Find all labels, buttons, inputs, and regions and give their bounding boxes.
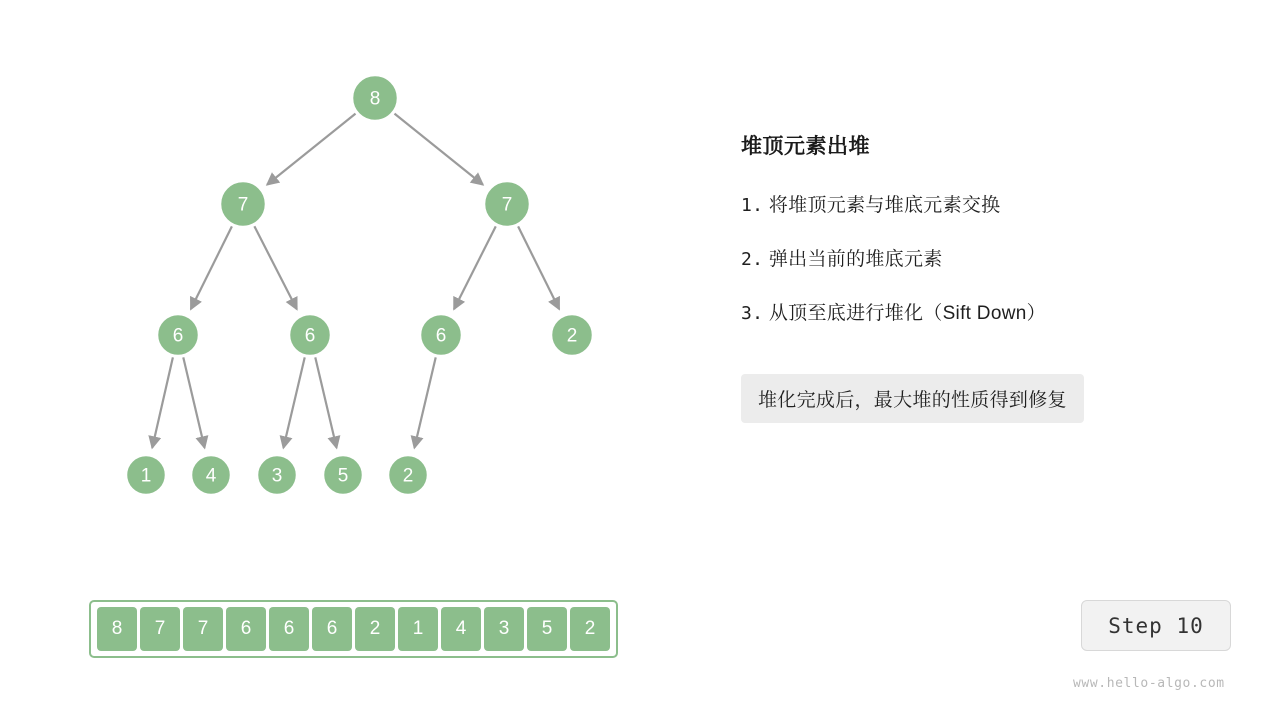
tree-edges: [152, 114, 559, 448]
array-cell: 8: [97, 607, 137, 651]
tree-node: [551, 314, 593, 356]
array-cell: 6: [226, 607, 266, 651]
step-item-1: [741, 190, 1241, 217]
tree-nodes: [126, 75, 593, 495]
tree-edge: [152, 357, 173, 447]
tree-edge: [254, 226, 296, 309]
tree-node: [323, 455, 363, 495]
array-cell: 7: [183, 607, 223, 651]
tree-node: [420, 314, 462, 356]
array-cell: 5: [527, 607, 567, 651]
step-index-1: 1.: [741, 195, 764, 216]
tree-node: [191, 455, 231, 495]
step-text-3: 从顶至底进行堆化（Sift Down）: [768, 303, 1046, 324]
tree-node: [289, 314, 331, 356]
tree-node: [126, 455, 166, 495]
page-title: 堆顶元素出堆: [741, 135, 870, 158]
step-badge: Step 10: [1081, 600, 1231, 651]
tree-edge: [454, 226, 496, 309]
tree-node: [157, 314, 199, 356]
tree-node-label: 7: [237, 194, 249, 216]
step-index-2: 2.: [741, 249, 764, 270]
tree-node: [484, 181, 530, 227]
step-text-1: 将堆顶元素与堆底元素交换: [768, 195, 1001, 216]
tree-edge: [183, 357, 204, 447]
array-cell: 7: [140, 607, 180, 651]
tree-edge: [315, 357, 336, 447]
tree-edge: [267, 114, 355, 185]
step-item-2: [741, 244, 1241, 271]
tree-edge: [191, 226, 232, 309]
tree-edge: [394, 114, 482, 185]
explanation-panel: [741, 130, 1241, 423]
tree-node-label: 6: [435, 325, 447, 347]
tree-node-label: 3: [271, 465, 283, 487]
array-cell: 6: [269, 607, 309, 651]
tree-node-label: 6: [172, 325, 184, 347]
array-cell: 2: [355, 607, 395, 651]
tree-edge: [414, 357, 435, 447]
tree-node: [388, 455, 428, 495]
heap-array: [89, 600, 618, 658]
tree-node-label: 6: [304, 325, 316, 347]
watermark: www.hello-algo.com: [1073, 676, 1225, 691]
tree-node: [352, 75, 398, 121]
tree-edge: [518, 226, 559, 309]
tree-node-label: 2: [566, 325, 578, 347]
array-cell: 4: [441, 607, 481, 651]
tree-node-label: 7: [501, 194, 513, 216]
tree-node-label: 1: [140, 465, 152, 487]
array-cell: 1: [398, 607, 438, 651]
tree-node-label: 2: [402, 465, 414, 487]
tree-node-label: 8: [369, 88, 381, 110]
array-cell: 2: [570, 607, 610, 651]
step-text-2: 弹出当前的堆底元素: [768, 249, 943, 270]
tree-node: [220, 181, 266, 227]
array-cell: 3: [484, 607, 524, 651]
binary-heap-tree: [0, 0, 720, 560]
tree-node-label: 4: [205, 465, 217, 487]
tree-edge: [283, 357, 304, 447]
step-index-3: 3.: [741, 303, 764, 324]
tree-node: [257, 455, 297, 495]
step-item-3: [741, 298, 1241, 325]
tree-node-label: 5: [337, 465, 349, 487]
note-callout: 堆化完成后，最大堆的性质得到修复: [741, 374, 1084, 423]
array-cell: 6: [312, 607, 352, 651]
